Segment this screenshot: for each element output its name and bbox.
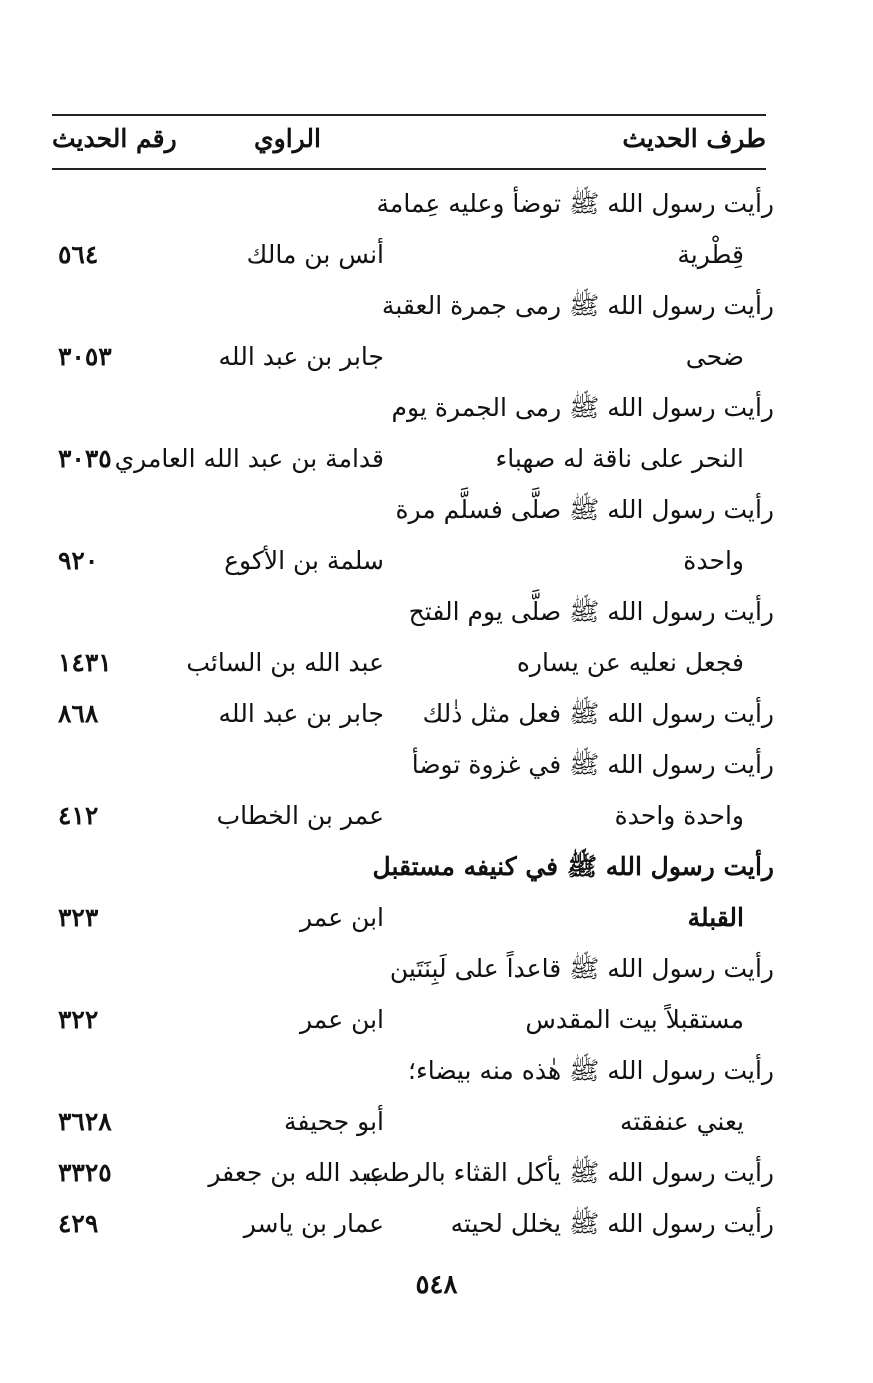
hadith-number: ٣٠٥٣ <box>58 342 112 371</box>
hadith-number: ٣٠٣٥ <box>58 444 112 473</box>
entry-line <box>52 433 774 484</box>
index-entry <box>52 586 774 688</box>
hadith-text: رأيت رسول الله ﷺ صلَّى يوم الفتح <box>408 597 774 626</box>
entry-line <box>52 790 774 841</box>
hadith-number: ٣٢٣ <box>58 903 99 932</box>
entry-line <box>52 382 774 433</box>
entry-line <box>52 688 774 739</box>
narrator-name: ابن عمر <box>299 903 384 932</box>
hadith-number: ٥٦٤ <box>58 240 99 269</box>
hadith-text: رأيت رسول الله ﷺ يأكل القثاء بالرطب <box>365 1158 774 1187</box>
index-entry <box>52 178 774 280</box>
hadith-text: فجعل نعليه عن يساره <box>516 648 744 677</box>
index-entry <box>52 739 774 841</box>
narrator-name: سلمة بن الأكوع <box>224 546 384 575</box>
hadith-text: القبلة <box>687 903 744 932</box>
header-number-label: رقم الحديث <box>52 124 177 153</box>
hadith-text: رأيت رسول الله ﷺ صلَّى فسلَّم مرة <box>395 495 774 524</box>
narrator-name: عبد الله بن السائب <box>186 648 384 677</box>
narrator-name: جابر بن عبد الله <box>218 342 384 371</box>
hadith-text: رأيت رسول الله ﷺ توضأ وعليه عِمامة <box>376 189 774 218</box>
index-entry <box>52 1198 774 1249</box>
entry-line <box>52 1198 774 1249</box>
entry-line <box>52 586 774 637</box>
table-header <box>52 124 766 164</box>
entry-line <box>52 892 774 943</box>
hadith-text: ضحى <box>685 342 744 371</box>
entry-line <box>52 178 774 229</box>
entry-line <box>52 739 774 790</box>
entry-line <box>52 943 774 994</box>
page-number: ٥٤٨ <box>415 1270 458 1300</box>
hadith-text: مستقبلاً بيت المقدس <box>525 1005 744 1034</box>
hadith-number: ٣٢٢ <box>58 1005 99 1034</box>
narrator-name: جابر بن عبد الله <box>218 699 384 728</box>
narrator-name: عمر بن الخطاب <box>216 801 384 830</box>
narrator-name: عمار بن ياسر <box>243 1209 384 1238</box>
index-entry <box>52 688 774 739</box>
hadith-text: رأيت رسول الله ﷺ يخلل لحيته <box>450 1209 774 1238</box>
hadith-text: رأيت رسول الله ﷺ في كنيفه مستقبل <box>372 852 774 881</box>
index-entry <box>52 484 774 586</box>
narrator-name: ابن عمر <box>299 1005 384 1034</box>
hadith-text: رأيت رسول الله ﷺ هٰذه منه بيضاء؛ <box>408 1056 774 1085</box>
entry-line <box>52 1147 774 1198</box>
index-entry <box>52 841 774 943</box>
hadith-text: يعني عنفقته <box>619 1107 744 1136</box>
hadith-number: ٤١٢ <box>58 801 99 830</box>
index-entry <box>52 382 774 484</box>
hadith-text: رأيت رسول الله ﷺ رمى جمرة العقبة <box>381 291 774 320</box>
hadith-number: ٣٦٢٨ <box>58 1107 112 1136</box>
hadith-index-list <box>52 178 774 1249</box>
entry-line <box>52 841 774 892</box>
hadith-text: رأيت رسول الله ﷺ قاعداً على لَبِنَتَين <box>389 954 774 983</box>
hadith-text: قِطْرية <box>677 240 744 269</box>
top-divider <box>52 114 766 116</box>
header-narrator-label: الراوي <box>254 124 321 153</box>
index-entry <box>52 1147 774 1198</box>
hadith-text: واحدة واحدة <box>614 801 744 830</box>
narrator-name: أبو جحيفة <box>284 1107 384 1136</box>
index-entry <box>52 943 774 1045</box>
hadith-number: ١٤٣١ <box>58 648 112 677</box>
header-divider <box>52 168 766 170</box>
entry-line <box>52 1096 774 1147</box>
hadith-text: النحر على ناقة له صهباء <box>495 444 744 473</box>
narrator-name: أنس بن مالك <box>246 240 384 269</box>
hadith-text: رأيت رسول الله ﷺ فعل مثل ذٰلك <box>422 699 774 728</box>
hadith-text: رأيت رسول الله ﷺ رمى الجمرة يوم <box>391 393 774 422</box>
header-hadith-label: طرف الحديث <box>622 124 766 153</box>
entry-line <box>52 994 774 1045</box>
narrator-name: عبد الله بن جعفر <box>208 1158 384 1187</box>
hadith-number: ٩٢٠ <box>58 546 99 575</box>
hadith-text: واحدة <box>683 546 744 575</box>
narrator-name: قدامة بن عبد الله العامري <box>114 444 384 473</box>
hadith-number: ٣٣٢٥ <box>58 1158 112 1187</box>
entry-line <box>52 1045 774 1096</box>
entry-line <box>52 484 774 535</box>
hadith-number: ٤٢٩ <box>58 1209 99 1238</box>
hadith-text: رأيت رسول الله ﷺ في غزوة توضأ <box>411 750 774 779</box>
entry-line <box>52 637 774 688</box>
index-entry <box>52 280 774 382</box>
index-entry <box>52 1045 774 1147</box>
entry-line <box>52 280 774 331</box>
entry-line <box>52 229 774 280</box>
hadith-number: ٨٦٨ <box>58 699 99 728</box>
entry-line <box>52 331 774 382</box>
entry-line <box>52 535 774 586</box>
